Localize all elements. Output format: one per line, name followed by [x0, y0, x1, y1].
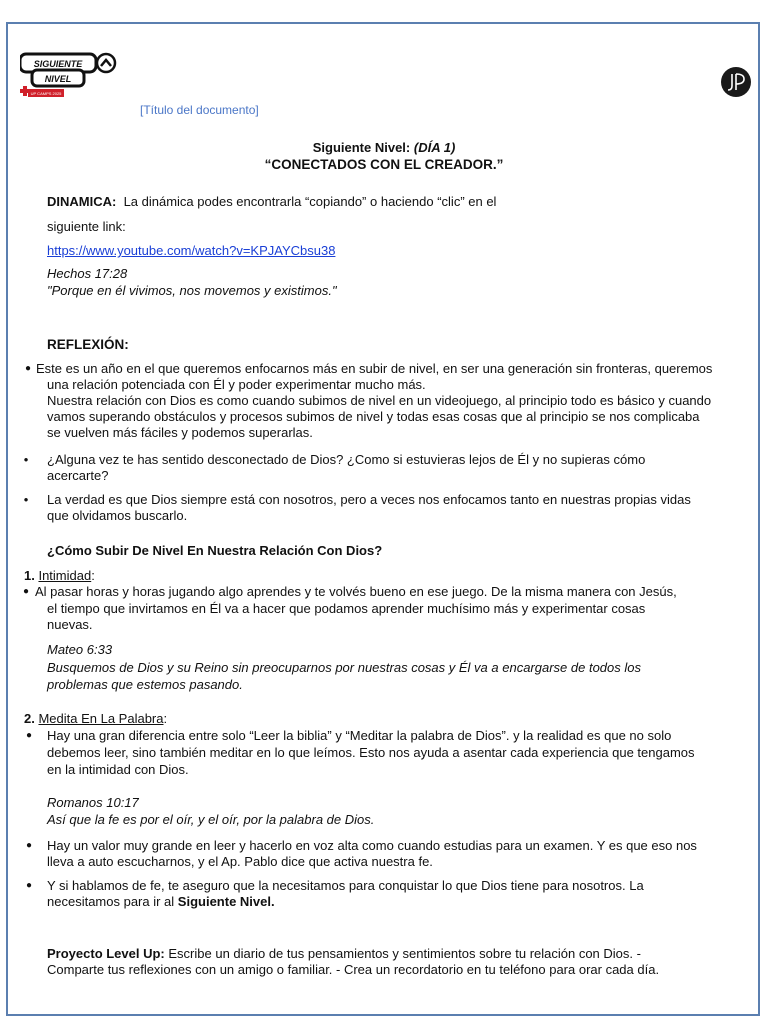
siguiente-nivel-logo	[20, 52, 120, 102]
s2-b1: Hay un valor muy grande en leer y hacerlo en voz alta como cuando estudias para un examen. Y es que eso nos	[47, 838, 697, 853]
heading-day: (DÍA 1)	[413, 140, 456, 155]
heading-line2: “CONECTADOS CON EL CREADOR.”	[264, 157, 504, 172]
bullet-dot: ●	[25, 880, 33, 891]
publisher-badge-icon	[721, 67, 751, 97]
s2-c2-bold: Siguiente Nivel.	[177, 894, 275, 909]
section2-title	[24, 711, 167, 727]
logo-line1: SIGUIENTE	[33, 59, 83, 69]
reflexion-b2-l2: acercarte?	[47, 468, 109, 483]
s2-a3: en la intimidad con Dios.	[47, 762, 189, 777]
s2-verse: Así que la fe es por el oír, y el oír, por la palabra de Dios.	[47, 812, 375, 827]
section2-name: Medita En La Palabra	[38, 711, 164, 726]
section-subtitle: ¿Cómo Subir De Nivel En Nuestra Relación Con Dios?	[47, 543, 383, 558]
s2-a2: debemos leer, sino también meditar en lo que leímos. Esto nos ayuda a asentar cada experiencia que tengamos	[47, 745, 695, 760]
heading-line1	[0, 140, 768, 155]
s1-ref: Mateo 6:33	[47, 642, 113, 657]
proyecto-line2: Comparte tus reflexiones con un amigo o familiar. - Crea un recordatorio en tu teléfono para orar cada día.	[47, 962, 660, 977]
dinamica-text: La dinámica podes encontrarla “copiando” o haciendo “clic” en el	[123, 194, 497, 209]
reflexion-b1-l4: vamos superando obstáculos y procesos subimos de nivel y todas esas cosas que al principio se nos complicaba	[47, 409, 700, 424]
s2-c2-text: necesitamos para ir al	[47, 894, 175, 909]
bullet-dot: ●	[25, 730, 33, 741]
s1-l3: nuevas.	[47, 617, 93, 632]
reflexion-b1-l1: Este es un año en el que queremos enfocarnos más en subir de nivel, en ser una generación sin fronteras, queremos	[36, 361, 713, 376]
bullet-mid: •	[23, 452, 29, 467]
proyecto-line1	[47, 946, 641, 962]
s2-a1: Hay una gran diferencia entre solo “Leer la biblia” y “Meditar la palabra de Dios”. y la realidad es que no solo	[47, 728, 672, 743]
dinamica-link-row	[47, 243, 335, 259]
dinamica-line2: siguiente link:	[47, 219, 126, 234]
reflexion-b3-l1: La verdad es que Dios siempre está con nosotros, pero a veces nos enfocamos tanto en nuestras propias vidas	[47, 492, 691, 507]
s2-c2	[47, 894, 275, 910]
section2-colon: :	[163, 711, 168, 726]
verse1-ref: Hechos 17:28	[47, 266, 128, 281]
reflexion-label: REFLEXIÓN:	[47, 337, 129, 352]
reflexion-b1-l3: Nuestra relación con Dios es como cuando subimos de nivel en un videojuego, al principio todo es básico y cuando	[47, 393, 712, 408]
s2-c1: Y si hablamos de fe, te aseguro que la necesitamos para conquistar lo que Dios tiene para nosotros. La	[47, 878, 644, 893]
s1-l1: Al pasar horas y horas jugando algo aprendes y te volvés bueno en ese juego. De la misma manera con Jesús,	[35, 584, 677, 599]
bullet-dot: ●	[25, 840, 33, 851]
bullet-mid: •	[23, 492, 29, 507]
s1-verse-l2: problemas que estemos pasando.	[47, 677, 243, 692]
section2-number: 2.	[24, 711, 35, 726]
logo-line2: NIVEL	[44, 74, 72, 84]
youtube-link[interactable]: https://www.youtube.com/watch?v=KPJAYCbsu38	[47, 243, 336, 258]
reflexion-b1-l2: una relación potenciada con Él y poder experimentar mucho más.	[47, 377, 426, 392]
s2-b2: lleva a auto escucharnos, y el Ap. Pablo dice que activa nuestra fe.	[47, 854, 433, 869]
s2-ref: Romanos 10:17	[47, 795, 139, 810]
section1-name: Intimidad	[38, 568, 92, 583]
section1-colon: :	[91, 568, 95, 583]
s1-verse-l1: Busquemos de Dios y su Reino sin preocuparnos por nuestras cosas y Él va a encargarse de todos los	[47, 660, 641, 675]
dinamica-label: DINAMICA:	[47, 194, 117, 209]
reflexion-b2-l1: ¿Alguna vez te has sentido desconectado de Dios? ¿Como si estuvieras lejos de Él y no supieras cómo	[47, 452, 646, 467]
proyecto-label: Proyecto Level Up:	[47, 946, 165, 961]
section1-number: 1.	[24, 568, 35, 583]
dinamica-line1	[47, 194, 496, 210]
section1-title	[24, 568, 95, 584]
logo-tag: UP CAMPS 2025	[30, 91, 62, 96]
bullet-dot: ●	[24, 363, 32, 374]
reflexion-b1-l5: se vuelven más fáciles y podemos superarlas.	[47, 425, 313, 440]
proyecto-text1: Escribe un diario de tus pensamientos y sentimientos sobre tu relación con Dios. -	[168, 946, 641, 961]
heading-bold: Siguiente Nivel:	[312, 140, 411, 155]
bullet-dot: ●	[22, 586, 30, 597]
document-title-placeholder[interactable]: [Título del documento]	[140, 103, 259, 117]
reflexion-b3-l2: que olvidamos buscarlo.	[47, 508, 188, 523]
verse1-text: "Porque en él vivimos, nos movemos y existimos."	[47, 283, 337, 298]
s1-l2: el tiempo que invirtamos en Él va a hacer que podamos aprender muchísimo más y experimentar cosas	[47, 601, 646, 616]
